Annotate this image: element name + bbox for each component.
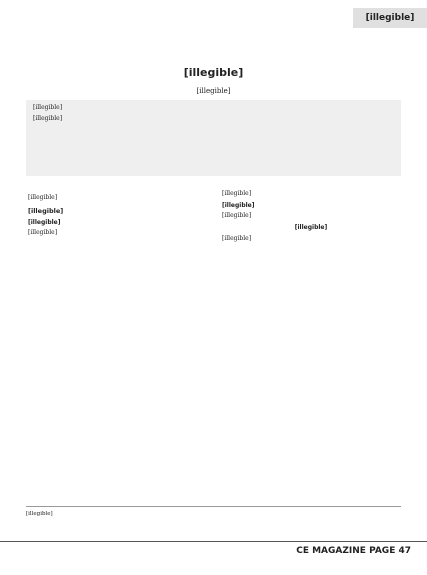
subsection-3-paragraphs bbox=[222, 235, 400, 244]
keywords bbox=[33, 115, 394, 124]
intro-paragraphs bbox=[28, 194, 206, 203]
body-paragraph: [illegible] bbox=[28, 194, 58, 201]
article-title: [illegible] bbox=[183, 66, 244, 79]
left-column bbox=[28, 190, 206, 498]
page-footer: CE MAGAZINE PAGE 47 bbox=[296, 546, 411, 556]
footnote-divider bbox=[26, 506, 401, 507]
body-paragraph: [illegible] bbox=[222, 234, 252, 242]
body-paragraph: [illegible] bbox=[222, 212, 252, 220]
section1-subheading: [illegible] bbox=[28, 218, 61, 226]
subheading-3: [illegible] bbox=[294, 224, 328, 232]
author-footnote: [illegible] bbox=[26, 511, 53, 517]
subheading-2: [illegible] bbox=[222, 201, 255, 209]
footer-divider bbox=[0, 541, 427, 542]
section1-paragraphs bbox=[28, 229, 206, 238]
body-paragraph: [illegible] bbox=[28, 229, 58, 237]
right-top-paragraphs bbox=[222, 190, 400, 199]
subsection-2-paragraphs bbox=[222, 212, 400, 221]
abstract-text: [illegible] bbox=[33, 104, 63, 111]
right-column bbox=[222, 190, 400, 498]
abstract-box bbox=[26, 100, 401, 176]
body-paragraph: [illegible] bbox=[222, 190, 252, 197]
section-tag: [illegible] bbox=[353, 8, 427, 28]
author-line: [illegible] bbox=[196, 87, 231, 95]
keywords-text: [illegible] bbox=[33, 114, 63, 122]
abstract bbox=[33, 104, 394, 113]
section1-heading: [illegible] bbox=[28, 206, 64, 215]
